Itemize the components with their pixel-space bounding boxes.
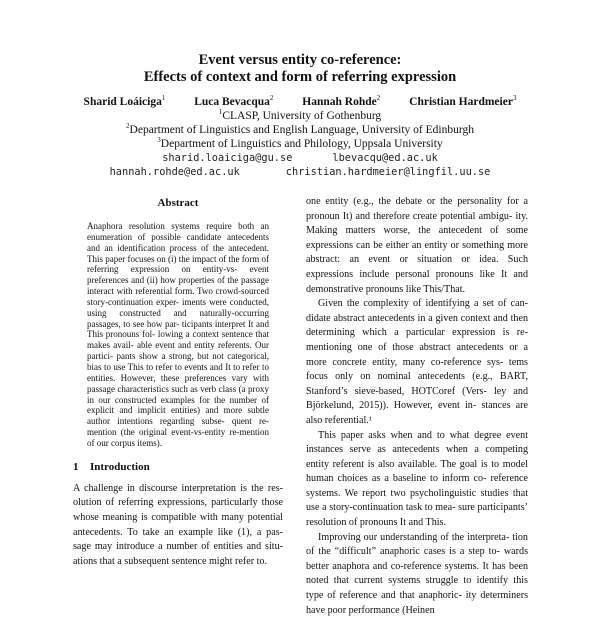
email-address: sharid.loaiciga@gu.se — [162, 152, 293, 164]
text-line: wards better anaphora and co-reference systems. — [306, 546, 528, 572]
author: Christian Hardmeier$^3$ — [409, 94, 517, 108]
text-line: Given the complexity of identifying a set of can- — [318, 298, 528, 310]
text-line: the passage interact with referential form. — [87, 275, 269, 297]
text-line: expressions include personal pronouns like It and — [306, 268, 528, 280]
text-line: able event and entity referents. Our partici- — [87, 340, 270, 362]
text-line: or a more concrete entity, many co-reference sys- — [306, 341, 528, 368]
text-line: Anaphora resolution systems require both an — [87, 221, 269, 231]
email-address: hannah.rohde@ed.ac.uk — [109, 166, 240, 178]
abstract-body — [87, 221, 269, 449]
left-column — [73, 194, 283, 569]
text-line: sage may introduce a number of entities and situ- — [73, 541, 283, 553]
text-line: antecedents. To take an example like (1), a pas- — [73, 526, 283, 538]
text-line: quent re-mention (the original event-vs-entity — [87, 416, 270, 438]
text-line: whose meaning is compatible with many potential — [73, 511, 283, 523]
text-line: enumeration of possible candidate antecedents — [87, 231, 269, 242]
text-line: then determining which a particular expression — [306, 312, 528, 339]
text-line: (a proxy in our constructed examples for the — [87, 383, 269, 405]
text-line: iments were conducted, using constructed and — [87, 296, 270, 318]
text-line: This. — [425, 517, 446, 529]
affiliation: $^1$CLASP, University of Gothenburg — [218, 108, 382, 122]
text-line: is re-mentioning one of those abstract antecedents — [306, 327, 528, 353]
text-line: sure participants’ resolution of pronouns It and — [306, 502, 529, 529]
text-line: identify this type of reference and that anaphoric- — [306, 575, 528, 602]
paper-title-line-2: Effects of context and form of referring expression — [143, 69, 457, 85]
author-list — [0, 95, 600, 109]
text-line: and an identification process of the antecedent. — [87, 242, 269, 253]
text-line: ations that a subsequent sentence might refer to. — [73, 555, 267, 567]
email-address: lbevacqu@ed.ac.uk — [332, 152, 438, 164]
text-line: lowing a context sentence that makes avail- — [87, 329, 269, 351]
text-line: one entity (e.g., the debate or the personality for a — [306, 196, 528, 207]
body-paragraph — [306, 429, 528, 531]
author: Hannah Rohde$^2$ — [302, 94, 381, 108]
text-line: number of explicit and implicit entities) and — [87, 394, 269, 416]
intro-paragraph — [73, 482, 283, 570]
right-column — [306, 195, 528, 618]
section-heading: 1 Introduction — [73, 460, 150, 473]
text-line: didate abstract antecedents in a given context and — [306, 312, 508, 324]
body-paragraph — [306, 297, 528, 428]
text-line: instances serve as antecedents when a competing — [306, 444, 528, 456]
text-line: expressions can be either an entity or something — [306, 239, 505, 251]
text-line: This paper asks when and to what degree event — [318, 429, 528, 441]
text-line: more subtle author intentions regarding subse- — [87, 405, 270, 427]
text-line: event preferences and (ii) how properties of — [87, 264, 270, 286]
text-line: tems focus only on nominal antecedents (e.g., — [306, 356, 528, 383]
text-line: to entities. However, these preferences vary — [87, 361, 269, 383]
author: Sharid Loáiciga$^1$ — [83, 94, 166, 108]
text-line: ley and Björkelund, 2015)). However, event in- — [306, 385, 528, 412]
text-line: entity referent is also available. The goal is to — [306, 458, 500, 470]
text-line: more abstract: an event or situation or idea. Such — [306, 239, 528, 266]
text-line: BART, Stanford’s sieve-based, HOTCoref (Vers- — [306, 371, 528, 397]
email-address: christian.hardmeier@lingfil.uu.se — [285, 166, 491, 178]
text-line: Two crowd-sourced story-continuation exper- — [87, 286, 269, 307]
email-line — [0, 151, 600, 165]
text-line: A challenge in discourse interpretation is the res- — [73, 482, 283, 494]
text-line: stances are also referential.¹ — [306, 400, 529, 426]
text-line: ity. Making matters worse, the antecedent of some — [306, 210, 528, 237]
text-line: to use This to refer to events and It to refer — [103, 361, 260, 372]
text-line: olution of referring expressions, particularly those — [73, 497, 283, 509]
text-line: ity determiners have poor performance (Heinen — [306, 590, 528, 616]
text-line: re-mention of our corpus items). — [87, 427, 270, 448]
text-line: pronoun It) and therefore create potential ambigu- — [306, 210, 513, 222]
body-paragraph — [306, 195, 528, 297]
text-line: with passage characteristics such as verb class — [87, 372, 270, 394]
affiliation: $^3$Department of Linguistics and Philology, Uppsala University — [157, 136, 443, 150]
affiliation: $^2$Department of Linguistics and English Language, University of Edinburgh — [126, 122, 474, 136]
text-line: reference systems. We report two psycholinguistic — [306, 473, 528, 499]
text-line: studies that use a story-continuation task to mea- — [306, 487, 529, 514]
paper-title-line-1: Event versus entity co-reference: — [198, 52, 402, 68]
text-line: tion of the “difficult” anaphoric cases is a step to- — [306, 531, 528, 558]
email-line — [0, 165, 600, 179]
body-paragraph — [306, 531, 528, 618]
text-line: This paper focuses on (i) the impact of the — [87, 253, 240, 264]
text-line: model human choices as a baseline to inform co- — [306, 458, 528, 485]
text-line: Improving our understanding of the interpreta- — [318, 531, 510, 543]
author: Luca Bevacqua$^2$ — [194, 94, 274, 108]
text-line: ticipants interpret It and This pronouns fol- — [87, 318, 269, 340]
abstract-heading: Abstract — [157, 197, 199, 209]
text-line: pants show a strong, but not categorical, bias — [87, 351, 270, 372]
text-line: It has been noted that current systems struggle to — [306, 560, 529, 587]
text-line: demonstrative pronouns like This/That. — [306, 283, 466, 295]
text-line: form of referring expression on entity-vs- — [87, 253, 270, 275]
text-line: naturally-occurring passages, to see how par- — [87, 307, 270, 329]
